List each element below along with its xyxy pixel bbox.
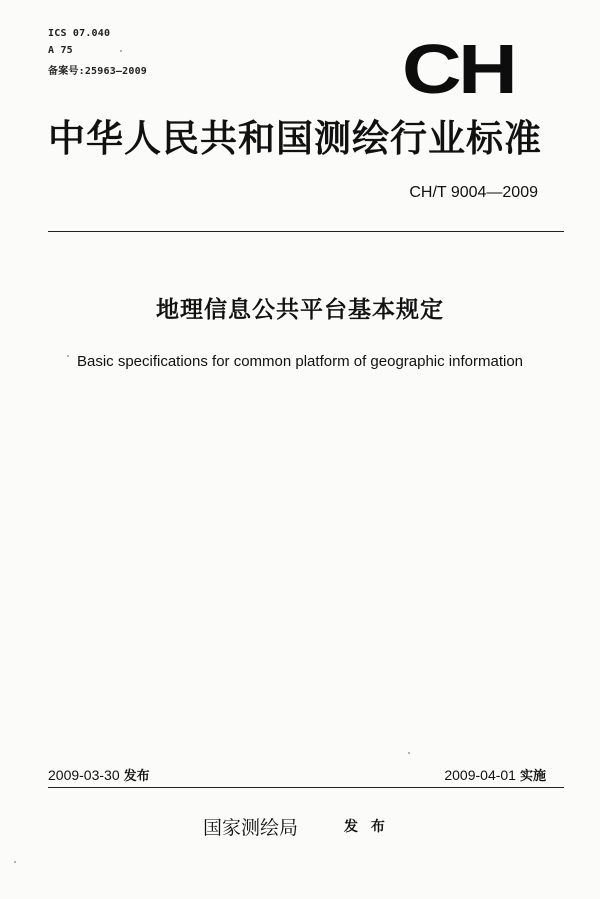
ics-code: ICS 07.040 bbox=[48, 28, 111, 39]
standard-category: 中华人民共和国测绘行业标准 bbox=[48, 117, 542, 160]
publish-date: 2009-03-30 bbox=[48, 767, 120, 783]
implement-date: 2009-04-01 bbox=[444, 767, 516, 783]
issue-label: 发 布 bbox=[344, 819, 389, 835]
header-divider bbox=[48, 231, 564, 232]
scan-speck bbox=[408, 752, 410, 754]
record-number: 备案号:25963—2009 bbox=[48, 66, 148, 77]
publish-date-line bbox=[48, 765, 150, 784]
publish-label: 发布 bbox=[123, 769, 150, 784]
title-chinese: 地理信息公共平台基本规定 bbox=[156, 297, 444, 323]
scan-speck bbox=[120, 50, 122, 52]
footer-divider bbox=[48, 787, 564, 788]
implement-date-line bbox=[444, 765, 546, 784]
ch-logo: CH bbox=[402, 30, 515, 108]
scan-speck bbox=[14, 861, 16, 863]
standard-number: CH/T 9004—2009 bbox=[409, 184, 538, 201]
issuing-authority: 国家测绘局 bbox=[203, 817, 299, 839]
implement-label: 实施 bbox=[519, 769, 546, 784]
title-english: Basic specifications for common platform of geographic information bbox=[76, 353, 524, 370]
classification-code: A 75 bbox=[48, 45, 73, 56]
scan-speck bbox=[67, 355, 69, 357]
